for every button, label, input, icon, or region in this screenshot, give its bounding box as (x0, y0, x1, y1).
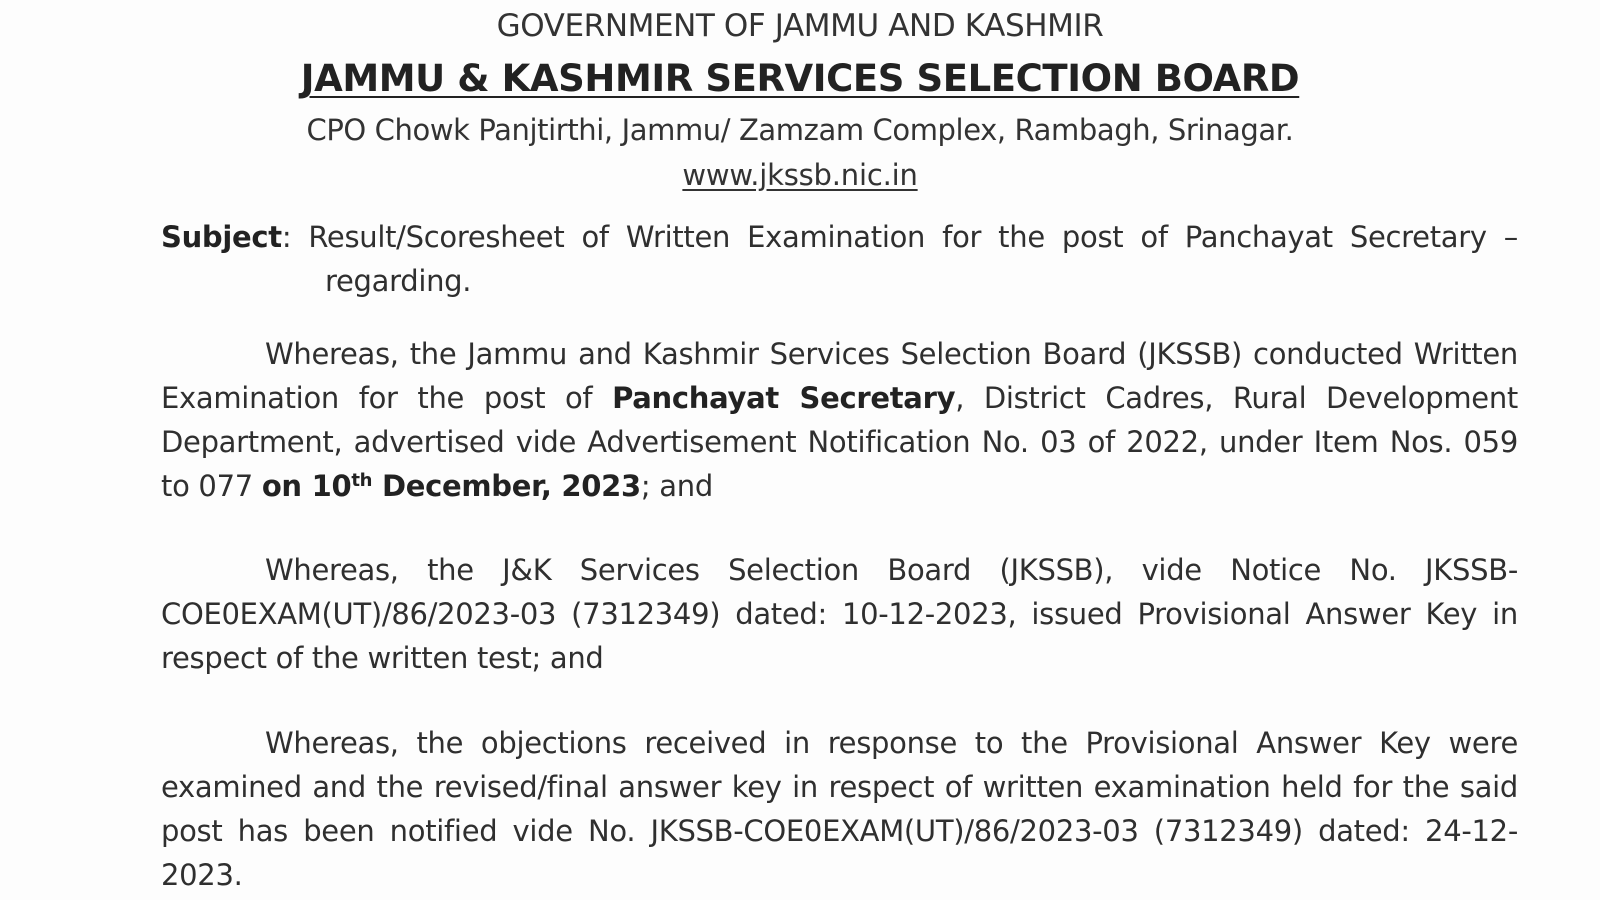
exam-date-ordinal: th (351, 470, 373, 491)
paragraph2-text: Whereas, the J&K Services Selection Board (JKSSB), vide Notice No. JKSSB-COE0EXAM(UT)/86/2023-03 (7312349) dated: 10-12-2023, issued Provisional Answer Key in respect of the written test; and (161, 553, 1518, 675)
paragraph1-part2: , District Cadres, Rural Development Department, advertised vide Advertisement Notification No. 03 of 2022, under Item Nos. 059 to 077 (161, 381, 1518, 503)
paragraph3-text: Whereas, the objections received in response to the Provisional Answer Key were examined and the revised/final answer key in respect of written examination held for the said post has been notified vide No. JKSSB-COE0EXAM(UT)/86/2023-03 (7312349) dated: 24-12-2023. (161, 726, 1518, 892)
subject-text: : Result/Scoresheet of Written Examination for the post of Panchayat Secretary – regarding. (281, 220, 1518, 298)
paragraph1-part3: ; and (640, 469, 713, 503)
post-name: Panchayat Secretary (612, 381, 956, 415)
government-heading: GOVERNMENT OF JAMMU AND KASHMIR (496, 8, 1104, 44)
paragraph-final-key (161, 721, 1518, 897)
paragraph-exam-conducted (161, 332, 1518, 508)
board-address: CPO Chowk Panjtirthi, Jammu/ Zamzam Complex, Rambagh, Srinagar. (306, 113, 1294, 147)
subject-line (161, 215, 1518, 303)
paragraph-provisional-key (161, 548, 1518, 680)
subject-label: Subject (161, 220, 282, 254)
board-title: JAMMU & KASHMIR SERVICES SELECTION BOARD (300, 57, 1300, 100)
board-website-link[interactable]: www.jkssb.nic.in (682, 158, 918, 192)
exam-date-prefix: on 10 (261, 469, 352, 503)
exam-date (262, 469, 641, 503)
exam-date-suffix: December, 2023 (372, 469, 641, 503)
paragraph1-part1: Whereas, the Jammu and Kashmir Services Selection Board (JKSSB) conducted Written Examination for the post of (161, 337, 1518, 415)
